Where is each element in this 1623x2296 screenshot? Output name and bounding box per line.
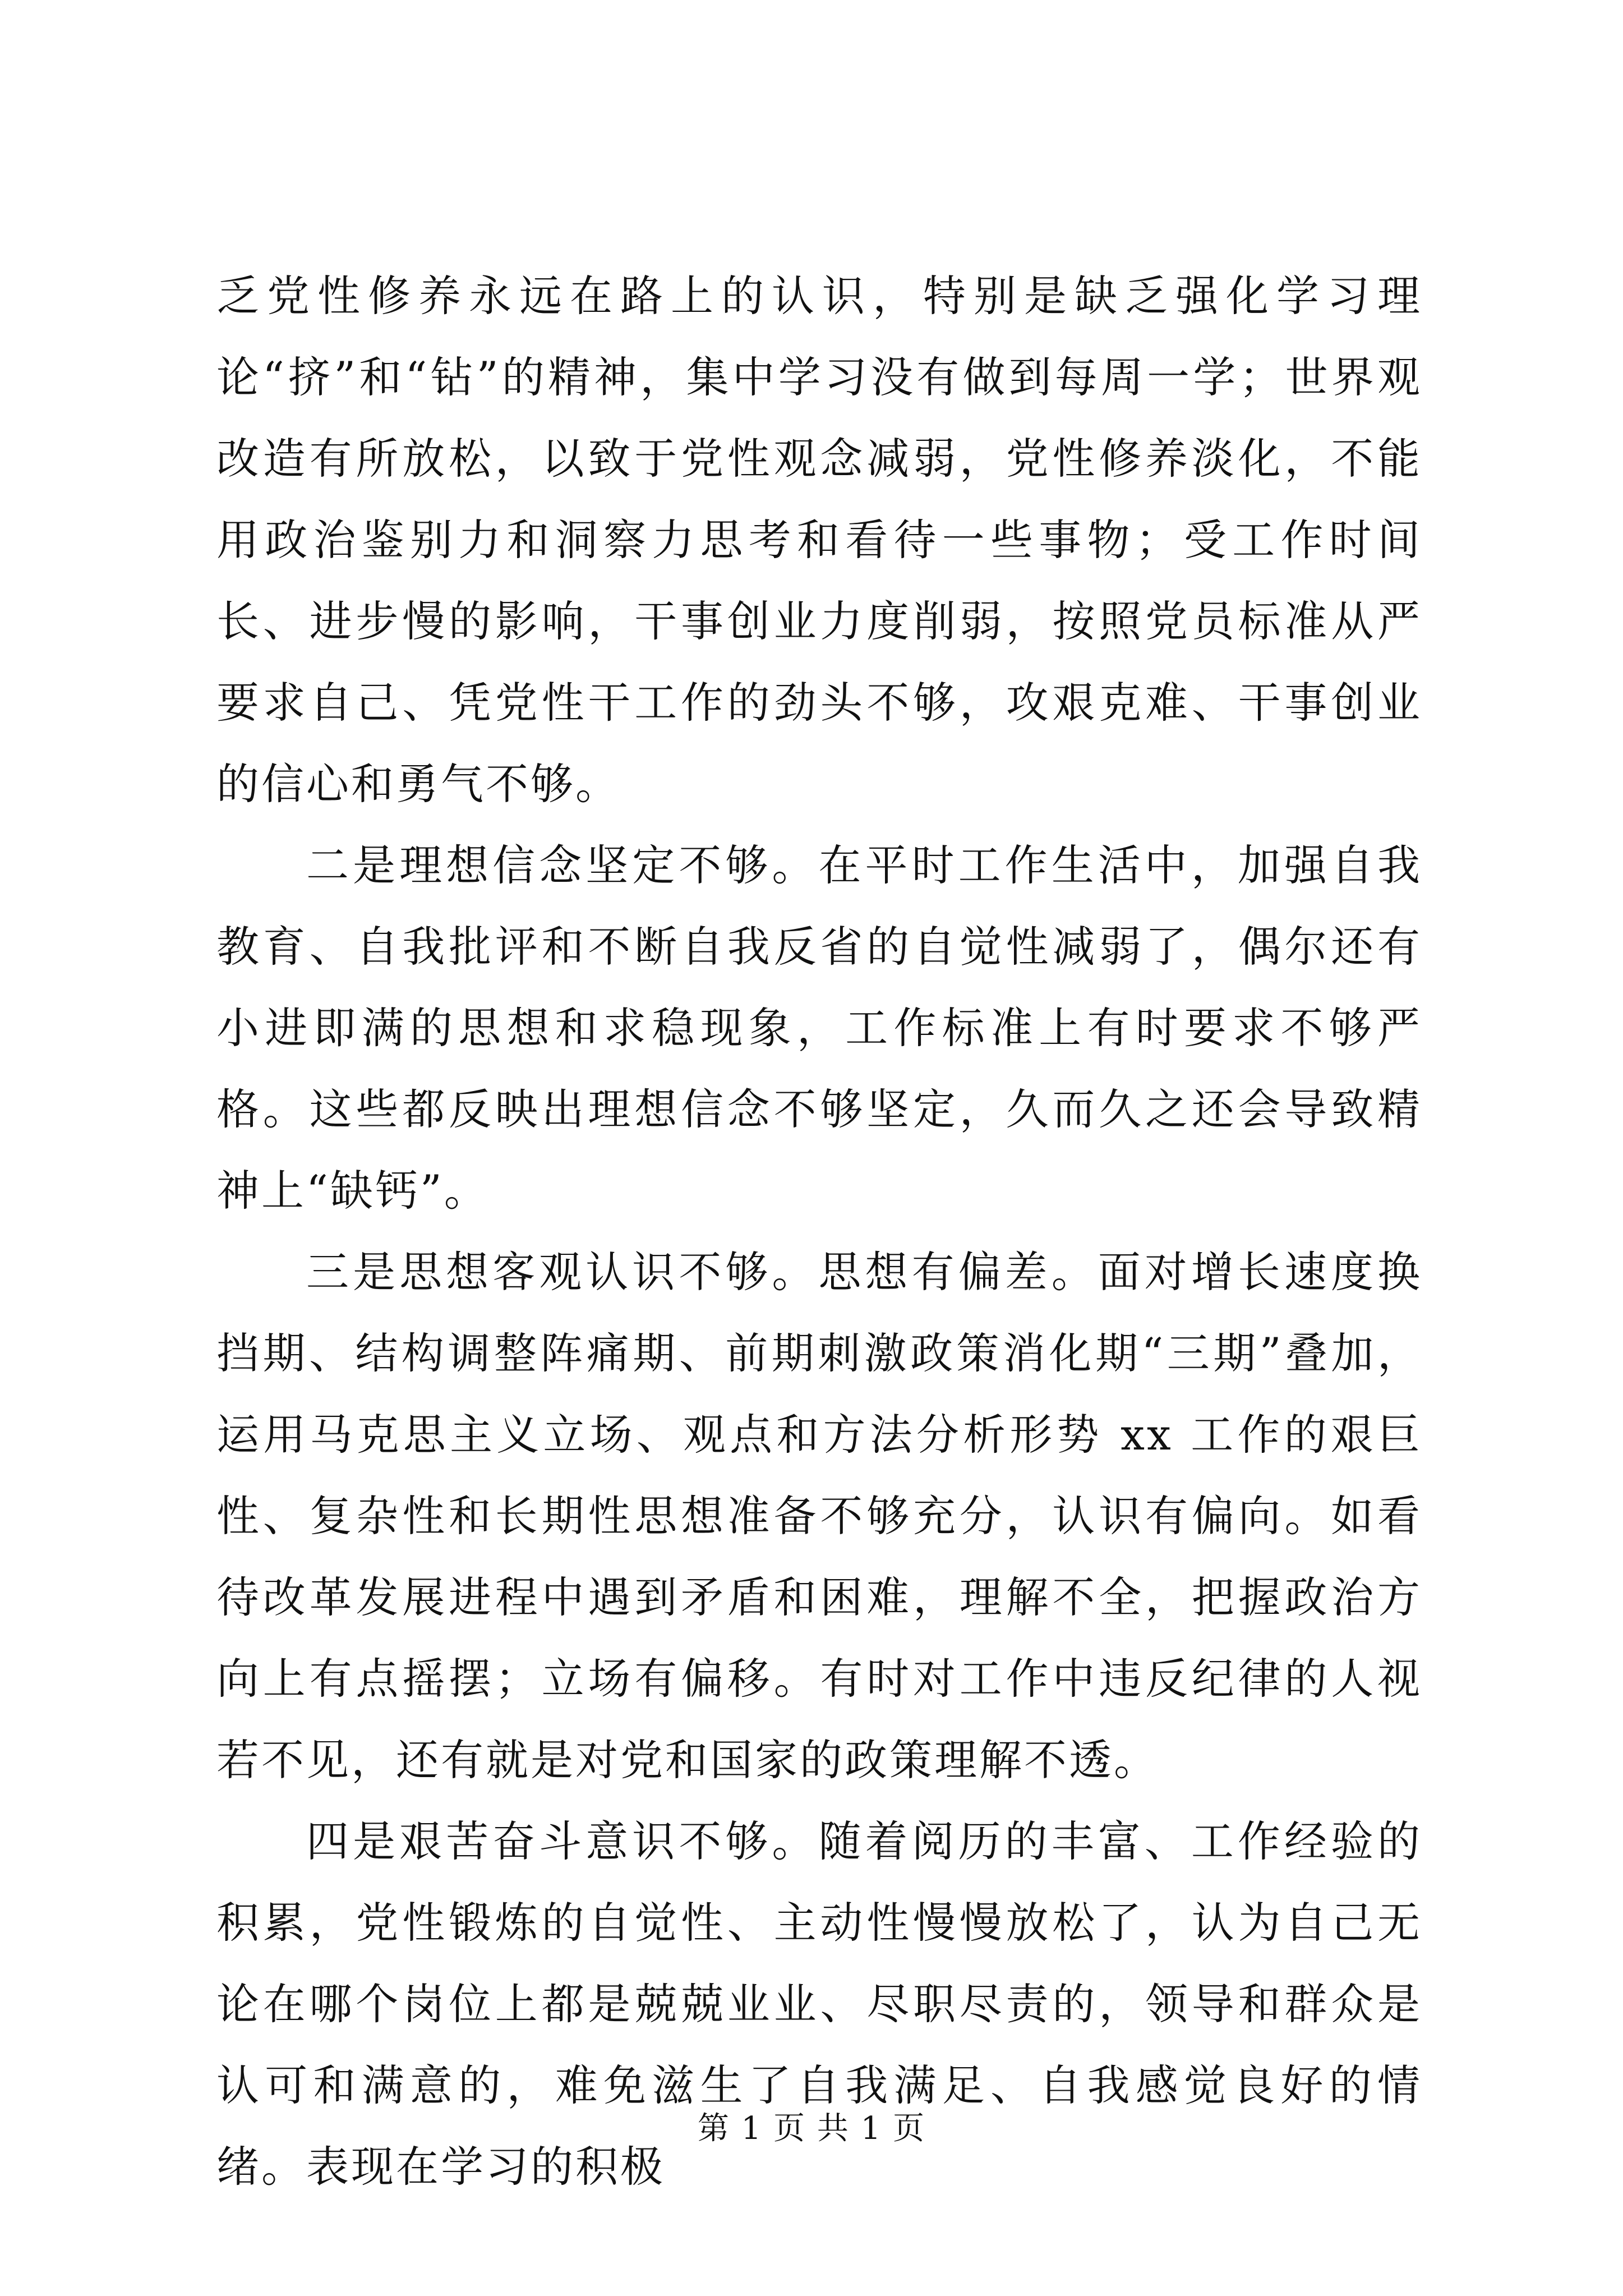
page-footer: 第 1 页 共 1 页 (697, 2110, 926, 2147)
paragraph-hard-work-awareness: 四是艰苦奋斗意识不够。随着阅历的丰富、工作经验的积累，党性锻炼的自觉性、主动性慢慢放松了，认为自己无论在哪个岗位上都是兢兢业业、尽职尽责的，领导和群众是认可和满意的，难免滋生了自我满足、自我感觉良好的情绪。表现在学习的积极 (216, 1816, 1422, 2192)
paragraph-continuation: 乏党性修养永远在路上的认识，特别是缺乏强化学习理论“挤”和“钻”的精神，集中学习没有做到每周一学；世界观改造有所放松，以致于党性观念减弱，党性修养淡化，不能用政治鉴别力和洞察力思考和看待一些事物；受工作时间长、进步慢的影响，干事创业力度削弱，按照党员标准从严要求自己、凭党性干工作的劲头不够，攻艰克难、干事创业的信心和勇气不够。 (216, 271, 1422, 809)
paragraph-objective-understanding: 三是思想客观认识不够。思想有偏差。面对增长速度换挡期、结构调整阵痛期、前期刺激政策消化期“三期”叠加，运用马克思主义立场、观点和方法分析形势 xx 工作的艰巨性、复杂性和长期性思想准备不够充分，认识有偏向。如看待改革发展进程中遇到矛盾和困难，理解不全，把握政治方向上有点摇摆；立场有偏移。有时对工作中违反纪律的人视若不见，还有就是对党和国家的政策理解不透。 (216, 1247, 1422, 1785)
document-body (216, 255, 1422, 2207)
paragraph-ideals-belief: 二是理想信念坚定不够。在平时工作生活中，加强自我教育、自我批评和不断自我反省的自觉性减弱了，偶尔还有小进即满的思想和求稳现象，工作标准上有时要求不够严格。这些都反映出理想信念不够坚定，久而久之还会导致精神上“缺钙”。 (216, 840, 1422, 1216)
